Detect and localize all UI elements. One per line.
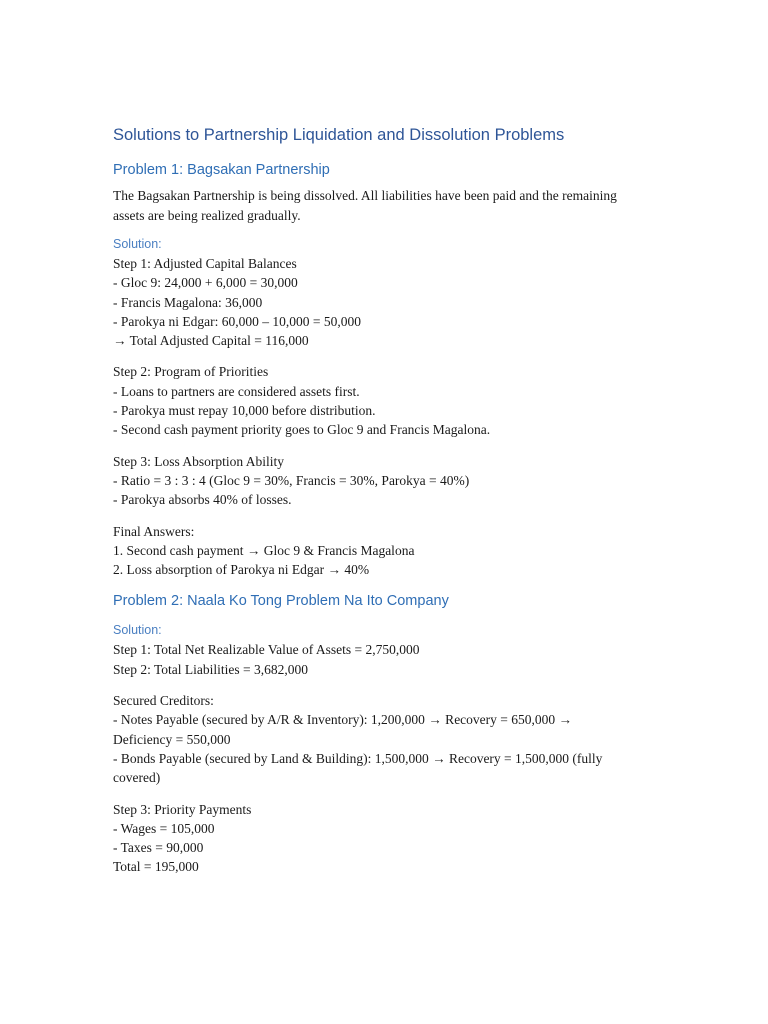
text-line: Step 3: Loss Absorption Ability: [113, 453, 285, 469]
problem-1-intro: The Bagsakan Partnership is being dissolved. All liabilities have been paid and the remaining assets are being realized gradually.: [113, 188, 617, 223]
problem-1-final-answers: [113, 522, 633, 580]
text-line: - Parokya ni Edgar: 60,000 – 10,000 = 50,000: [113, 313, 361, 329]
text-line: → Total Adjusted Capital = 116,000: [113, 333, 309, 349]
text-line: - Ratio = 3 : 3 : 4 (Gloc 9 = 30%, Francis = 30%, Parokya = 40%): [113, 472, 470, 488]
problem-1-step-1: [113, 254, 633, 350]
text-line: Step 3: Priority Payments: [113, 801, 252, 817]
text-line: Final Answers:: [113, 523, 195, 539]
text-line: Step 1: Adjusted Capital Balances: [113, 256, 297, 271]
text-line: covered): [113, 770, 161, 786]
problem-2-solution-label: Solution:: [113, 623, 162, 638]
problem-1-step-2: [113, 362, 633, 439]
text-line: - Wages = 105,000: [113, 820, 215, 836]
text-line: Step 2: Total Liabilities = 3,682,000: [113, 661, 309, 677]
text-line: - Bonds Payable (secured by Land & Building): 1,500,000 → Recovery = 1,500,000 (fully: [113, 750, 603, 766]
text-line: - Parokya must repay 10,000 before distribution.: [113, 403, 376, 419]
problem-2-steps-1-2: [113, 640, 633, 679]
document-page: [113, 124, 633, 889]
text-line: - Second cash payment priority goes to Gloc 9 and Francis Magalona.: [113, 422, 491, 438]
text-line: Step 1: Total Net Realizable Value of Assets = 2,750,000: [113, 642, 420, 658]
text-line: - Taxes = 90,000: [113, 840, 204, 856]
problem-2-section: [113, 591, 633, 876]
text-line: - Notes Payable (secured by A/R & Inventory): 1,200,000 → Recovery = 650,000 →: [113, 712, 573, 728]
problem-1-section: [113, 160, 633, 579]
text-line: 1. Second cash payment → Gloc 9 & Francis Magalona: [113, 542, 415, 558]
problem-1-solution-label: Solution:: [113, 237, 162, 251]
document-title: Solutions to Partnership Liquidation and Dissolution Problems: [113, 126, 565, 144]
text-line: - Parokya absorbs 40% of losses.: [113, 492, 292, 508]
text-line: Secured Creditors:: [113, 693, 214, 709]
text-line: Total = 195,000: [113, 859, 199, 875]
text-line: - Gloc 9: 24,000 + 6,000 = 30,000: [113, 275, 298, 291]
problem-2-secured-creditors: [113, 691, 633, 787]
problem-1-step-3: [113, 452, 633, 510]
problem-2-heading: Problem 2: Naala Ko Tong Problem Na Ito Company: [113, 593, 449, 610]
text-line: Deficiency = 550,000: [113, 731, 231, 747]
text-line: Step 2: Program of Priorities: [113, 364, 269, 380]
problem-1-heading: Problem 1: Bagsakan Partnership: [113, 162, 330, 178]
text-line: 2. Loss absorption of Parokya ni Edgar → 40%: [113, 562, 370, 578]
problem-2-step-3: [113, 800, 633, 877]
text-line: - Loans to partners are considered assets first.: [113, 383, 360, 399]
text-line: - Francis Magalona: 36,000: [113, 294, 263, 310]
